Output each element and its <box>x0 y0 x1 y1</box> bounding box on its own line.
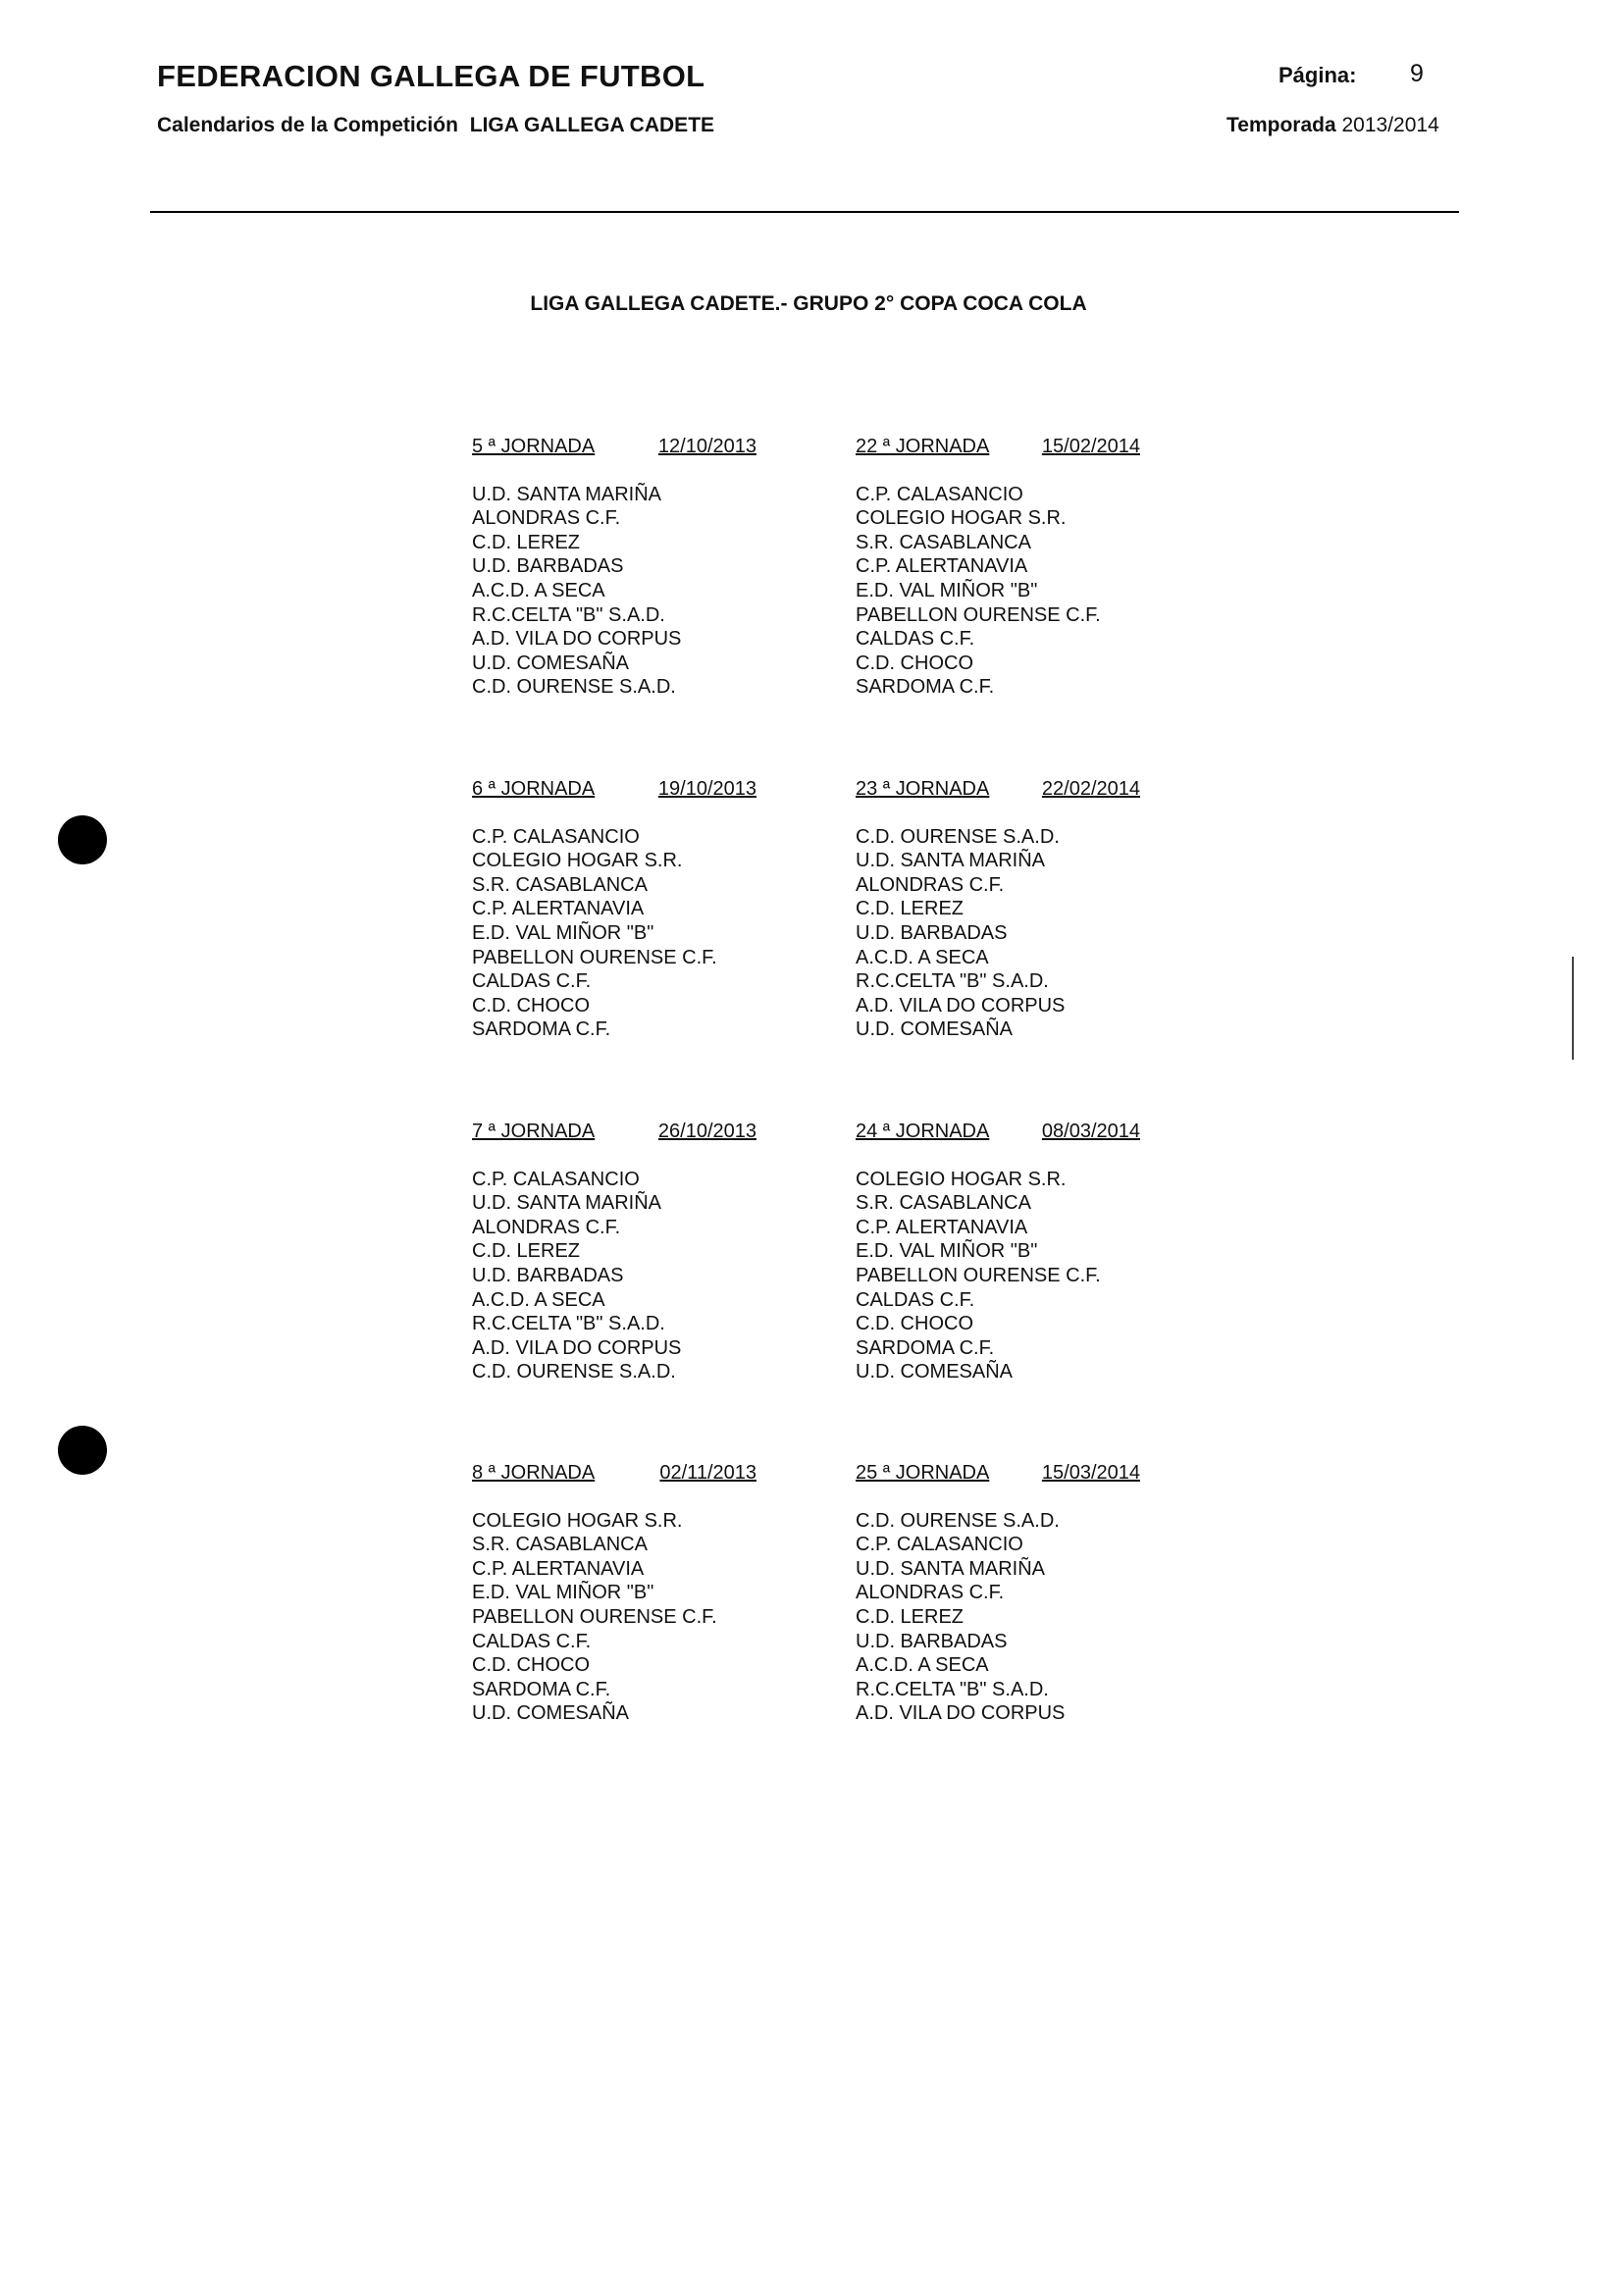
round-block <box>856 777 1140 1042</box>
team-name: A.C.D. A SECA <box>856 946 989 968</box>
punch-hole <box>58 1426 107 1475</box>
team-name: C.P. CALASANCIO <box>856 1534 1023 1556</box>
team-name: CALDAS C.F. <box>856 1288 975 1311</box>
team-name: SARDOMA C.F. <box>856 1336 995 1359</box>
team-name: U.D. COMESAÑA <box>856 1361 1014 1383</box>
team-list <box>856 1509 1140 1726</box>
team-name: SARDOMA C.F. <box>856 676 995 699</box>
team-name: COLEGIO HOGAR S.R. <box>472 850 683 872</box>
round-label: 8 ª JORNADA <box>472 1462 596 1484</box>
team-name: ALONDRAS C.F. <box>856 1582 1005 1604</box>
team-name: C.P. CALASANCIO <box>472 825 640 848</box>
round-date: 08/03/2014 <box>1041 1121 1140 1142</box>
round-header <box>856 777 1140 802</box>
team-name: C.D. OURENSE S.A.D. <box>856 1509 1060 1532</box>
round-block <box>856 435 1140 700</box>
team-name: SARDOMA C.F. <box>472 1018 611 1041</box>
team-name: ALONDRAS C.F. <box>856 873 1005 896</box>
team-name: A.D. VILA DO CORPUS <box>856 994 1066 1017</box>
team-name: C.P. CALASANCIO <box>856 483 1023 505</box>
team-list <box>472 483 756 700</box>
round-block <box>472 1461 756 1726</box>
round-header <box>856 1120 1140 1144</box>
team-name: A.C.D. A SECA <box>472 1288 605 1311</box>
punch-hole <box>58 815 107 864</box>
team-name: U.D. BARBADAS <box>472 555 624 578</box>
team-name: C.D. LEREZ <box>856 898 965 920</box>
team-name: C.D. LEREZ <box>472 531 581 553</box>
team-name: COLEGIO HOGAR S.R. <box>856 1168 1067 1190</box>
round-header <box>856 1461 1140 1486</box>
team-name: R.C.CELTA "B" S.A.D. <box>856 1678 1049 1700</box>
team-name: PABELLON OURENSE C.F. <box>472 1605 717 1628</box>
round-label: 5 ª JORNADA <box>472 436 596 457</box>
team-name: CALDAS C.F. <box>472 1630 592 1652</box>
team-list <box>856 483 1140 700</box>
team-name: C.D. LEREZ <box>856 1605 965 1628</box>
page-label: Página: <box>1278 63 1357 87</box>
team-name: PABELLON OURENSE C.F. <box>472 946 717 968</box>
team-name: E.D. VAL MIÑOR "B" <box>856 579 1038 601</box>
team-name: U.D. COMESAÑA <box>472 652 630 674</box>
page-title: LIGA GALLEGA CADETE.- GRUPO 2° COPA COCA COLA <box>530 292 1087 315</box>
team-name: ALONDRAS C.F. <box>472 1216 621 1238</box>
round-date: 02/11/2013 <box>659 1462 756 1484</box>
team-name: U.D. COMESAÑA <box>856 1018 1014 1041</box>
team-name: U.D. BARBADAS <box>856 1630 1008 1652</box>
team-name: PABELLON OURENSE C.F. <box>856 603 1101 626</box>
competition-name: LIGA GALLEGA CADETE <box>469 114 715 136</box>
round-header <box>472 777 756 802</box>
team-name: R.C.CELTA "B" S.A.D. <box>856 970 1049 993</box>
scan-edge-mark <box>1572 957 1574 1060</box>
round-date: 15/02/2014 <box>1041 436 1140 457</box>
round-date: 15/03/2014 <box>1041 1462 1140 1484</box>
team-list <box>856 1168 1140 1384</box>
team-name: U.D. COMESAÑA <box>472 1702 630 1725</box>
team-name: SARDOMA C.F. <box>472 1678 611 1700</box>
round-date: 26/10/2013 <box>657 1121 756 1142</box>
team-name: U.D. SANTA MARIÑA <box>472 1192 661 1215</box>
team-name: C.D. CHOCO <box>472 1654 590 1677</box>
team-name: U.D. SANTA MARIÑA <box>856 850 1045 872</box>
team-name: E.D. VAL MIÑOR "B" <box>472 921 654 944</box>
team-name: S.R. CASABLANCA <box>856 1192 1031 1215</box>
round-date: 12/10/2013 <box>657 436 756 457</box>
team-name: C.D. OURENSE S.A.D. <box>472 676 676 699</box>
team-name: COLEGIO HOGAR S.R. <box>856 507 1067 530</box>
round-header <box>472 435 756 459</box>
team-name: C.D. CHOCO <box>856 1313 973 1335</box>
round-block <box>856 1120 1140 1384</box>
round-header <box>472 1461 756 1486</box>
page-number: 9 <box>1410 60 1424 87</box>
round-block <box>472 435 756 700</box>
team-name: A.D. VILA DO CORPUS <box>856 1702 1066 1725</box>
round-header <box>472 1120 756 1144</box>
team-name: U.D. BARBADAS <box>856 921 1008 944</box>
round-label: 6 ª JORNADA <box>472 778 596 800</box>
round-label: 22 ª JORNADA <box>856 436 990 457</box>
season <box>1226 114 1439 137</box>
season-label: Temporada <box>1226 114 1336 136</box>
team-name: A.D. VILA DO CORPUS <box>472 1336 682 1359</box>
team-name: C.P. ALERTANAVIA <box>472 1557 645 1580</box>
team-name: ALONDRAS C.F. <box>472 507 621 530</box>
calendar-label: Calendarios de la Competición <box>157 114 458 136</box>
calendar-subtitle <box>157 114 714 137</box>
team-name: C.P. ALERTANAVIA <box>472 898 645 920</box>
team-name: E.D. VAL MIÑOR "B" <box>472 1582 654 1604</box>
team-name: CALDAS C.F. <box>472 970 592 993</box>
team-name: C.D. OURENSE S.A.D. <box>856 825 1060 848</box>
round-block <box>856 1461 1140 1726</box>
team-name: E.D. VAL MIÑOR "B" <box>856 1240 1038 1263</box>
team-name: U.D. SANTA MARIÑA <box>472 483 661 505</box>
team-name: R.C.CELTA "B" S.A.D. <box>472 1313 665 1335</box>
round-block <box>472 777 756 1042</box>
federation-title: FEDERACION GALLEGA DE FUTBOL <box>157 59 705 93</box>
season-value: 2013/2014 <box>1341 114 1439 136</box>
team-name: C.P. ALERTANAVIA <box>856 1216 1028 1238</box>
team-name: S.R. CASABLANCA <box>856 531 1031 553</box>
team-name: C.D. LEREZ <box>472 1240 581 1263</box>
team-name: A.D. VILA DO CORPUS <box>472 628 682 651</box>
team-name: R.C.CELTA "B" S.A.D. <box>472 603 665 626</box>
round-label: 23 ª JORNADA <box>856 778 990 800</box>
team-list <box>472 1509 756 1726</box>
team-name: A.C.D. A SECA <box>472 579 605 601</box>
round-label: 24 ª JORNADA <box>856 1121 990 1142</box>
round-date: 19/10/2013 <box>657 778 756 800</box>
team-name: CALDAS C.F. <box>856 628 975 651</box>
team-name: PABELLON OURENSE C.F. <box>856 1264 1101 1286</box>
header-divider <box>150 211 1459 213</box>
team-name: U.D. SANTA MARIÑA <box>856 1557 1045 1580</box>
team-name: C.P. ALERTANAVIA <box>856 555 1028 578</box>
team-name: C.P. CALASANCIO <box>472 1168 640 1190</box>
round-label: 25 ª JORNADA <box>856 1462 990 1484</box>
team-name: C.D. CHOCO <box>856 652 973 674</box>
team-name: C.D. OURENSE S.A.D. <box>472 1361 676 1383</box>
round-header <box>856 435 1140 459</box>
team-name: S.R. CASABLANCA <box>472 873 648 896</box>
team-name: U.D. BARBADAS <box>472 1264 624 1286</box>
team-list <box>472 825 756 1042</box>
team-name: COLEGIO HOGAR S.R. <box>472 1509 683 1532</box>
team-list <box>472 1168 756 1384</box>
round-block <box>472 1120 756 1384</box>
round-label: 7 ª JORNADA <box>472 1121 596 1142</box>
team-name: S.R. CASABLANCA <box>472 1534 648 1556</box>
team-name: C.D. CHOCO <box>472 994 590 1017</box>
team-list <box>856 825 1140 1042</box>
round-date: 22/02/2014 <box>1041 778 1140 800</box>
team-name: A.C.D. A SECA <box>856 1654 989 1677</box>
